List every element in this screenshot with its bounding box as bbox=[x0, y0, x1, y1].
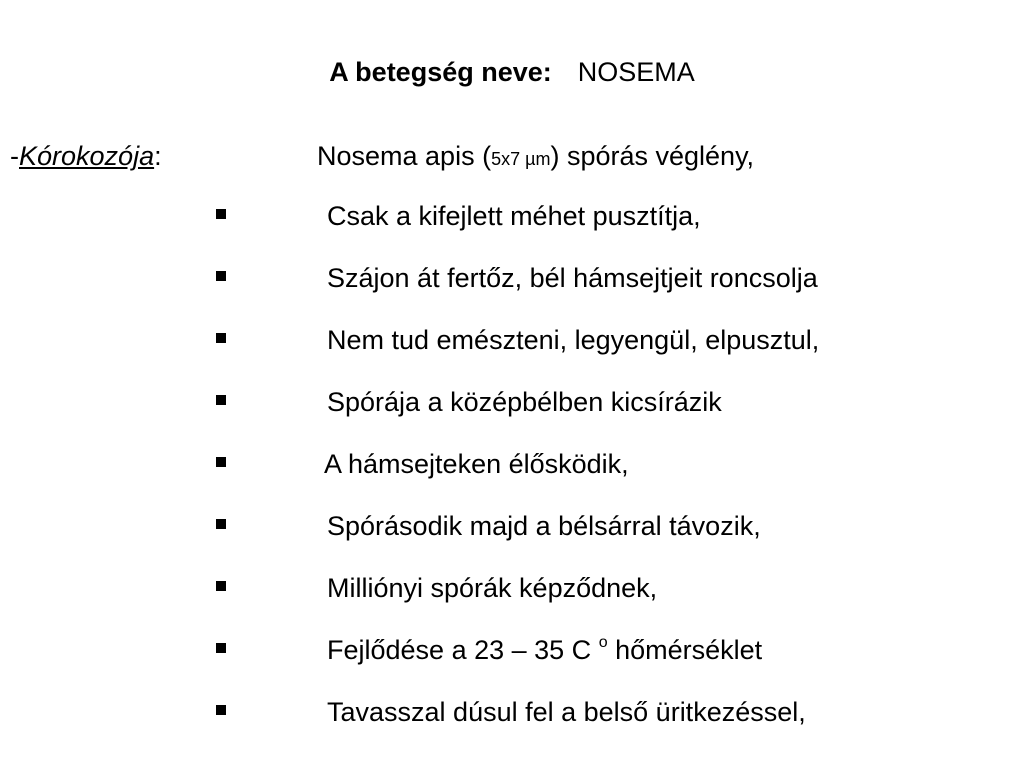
title-label: A betegség neve: bbox=[329, 57, 552, 87]
bullet-item bbox=[0, 506, 1024, 568]
bullet-text: Milliónyi spórák képződnek, bbox=[327, 573, 658, 603]
pathogen-desc-after: ) spórás véglény, bbox=[550, 141, 755, 171]
pathogen-size: 5x7 µm bbox=[491, 149, 551, 169]
bullet-text: A hámsejteken élősködik, bbox=[324, 449, 629, 479]
pathogen-term: Kórokozója bbox=[19, 141, 155, 171]
bullet-text: Spórásodik majd a bélsárral távozik, bbox=[327, 511, 761, 541]
square-bullet-icon bbox=[216, 457, 226, 467]
bullet-item bbox=[0, 258, 1024, 320]
square-bullet-icon bbox=[216, 333, 226, 343]
bullet-text: Spórája a középbélben kicsírázik bbox=[327, 387, 722, 417]
bullet-item bbox=[0, 568, 1024, 630]
bullet-list bbox=[0, 196, 1024, 754]
square-bullet-icon bbox=[216, 705, 226, 715]
square-bullet-icon bbox=[216, 643, 226, 653]
bullet-item bbox=[0, 196, 1024, 258]
bullet-text: Nem tud emészteni, legyengül, elpusztul, bbox=[327, 325, 820, 355]
temperature-text-after: hőmérséklet bbox=[607, 635, 763, 665]
pathogen-label bbox=[10, 136, 162, 176]
bullet-text: Tavasszal dúsul fel a belső üritkezéssel, bbox=[327, 697, 806, 727]
square-bullet-icon bbox=[216, 395, 226, 405]
bullet-item bbox=[0, 320, 1024, 382]
degree-superscript: o bbox=[598, 634, 608, 651]
bullet-text: Csak a kifejlett méhet pusztítja, bbox=[327, 201, 701, 231]
bullet-item bbox=[0, 382, 1024, 444]
bullet-text bbox=[327, 630, 762, 670]
bullet-text: Szájon át fertőz, bél hámsejtjeit roncsolja bbox=[327, 263, 818, 293]
pathogen-colon: : bbox=[154, 141, 162, 171]
bullet-item bbox=[0, 692, 1024, 754]
pathogen-desc-before: Nosema apis ( bbox=[317, 141, 492, 171]
pathogen-description bbox=[317, 136, 754, 179]
pathogen-row bbox=[10, 136, 1010, 176]
slide-title bbox=[0, 52, 1024, 92]
bullet-item bbox=[0, 444, 1024, 506]
square-bullet-icon bbox=[216, 209, 226, 219]
title-value: NOSEMA bbox=[577, 57, 695, 87]
square-bullet-icon bbox=[216, 581, 226, 591]
temperature-text-before: Fejlődése a 23 – 35 C bbox=[327, 635, 599, 665]
square-bullet-icon bbox=[216, 271, 226, 281]
bullet-item bbox=[0, 630, 1024, 692]
square-bullet-icon bbox=[216, 519, 226, 529]
pathogen-prefix: - bbox=[10, 141, 19, 171]
